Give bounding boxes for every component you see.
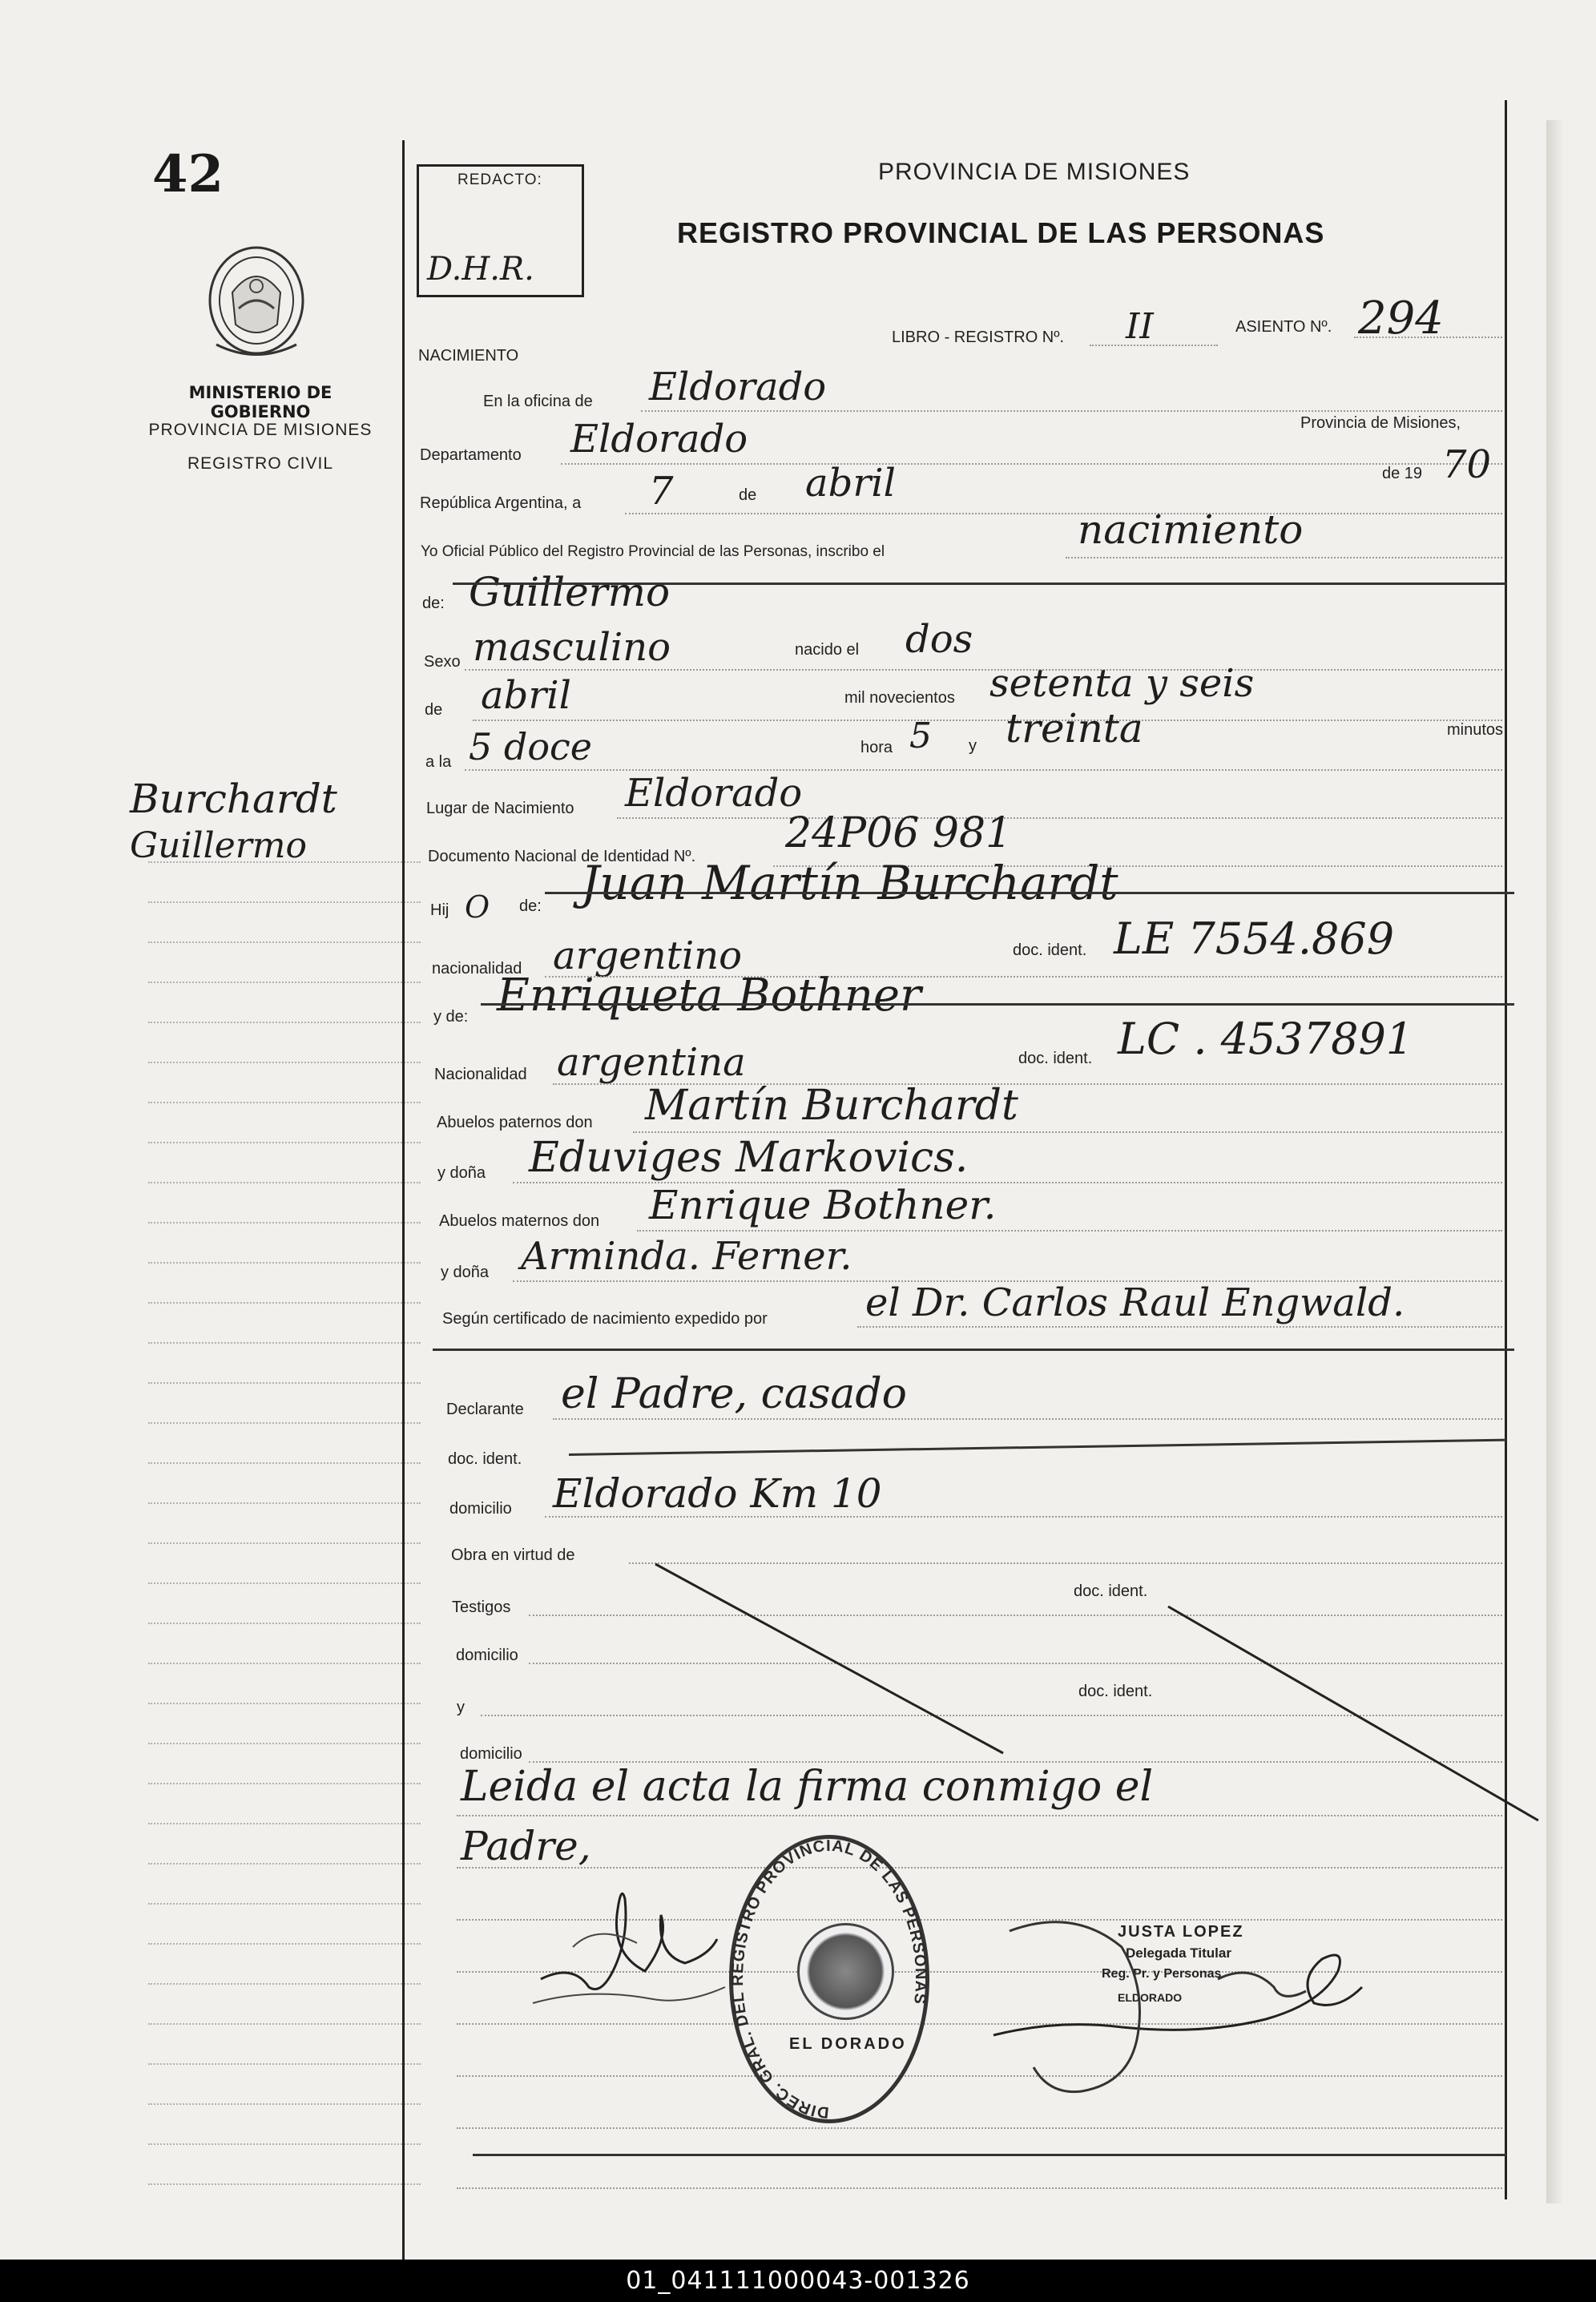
nac1-label: nacionalidad [432, 960, 522, 978]
y-label: y [969, 737, 977, 755]
mil-value: setenta y seis [989, 661, 1255, 706]
registrar-place: ELDORADO [1118, 1991, 1183, 2004]
margin-note-surname: Burchardt [130, 776, 337, 822]
lugar-label: Lugar de Nacimiento [426, 800, 574, 817]
closing-line-1: Leida el acta la firma conmigo el [461, 1763, 1154, 1811]
de-nombre-label: de: [422, 595, 445, 612]
ministry-province: PROVINCIA DE MISIONES [148, 421, 373, 439]
de2-label: de [425, 701, 443, 719]
ministry-name: MINISTERIO DE GOBIERNO [188, 383, 332, 421]
abpat-label: Abuelos paternos don [437, 1114, 593, 1131]
abmat-label: Abuelos maternos don [439, 1212, 600, 1230]
provincia-label: Provincia de Misiones, [1300, 414, 1461, 432]
declarante-value: el Padre, casado [561, 1370, 907, 1418]
nacido-value: dos [905, 617, 973, 662]
declarante-doc-label: doc. ident. [448, 1450, 522, 1468]
minutos-label: minutos [1447, 721, 1504, 739]
doc2-label: doc. ident. [1018, 1050, 1093, 1067]
testigo2-domicilio-label: domicilio [460, 1745, 522, 1763]
sexo-value: masculino [473, 625, 671, 670]
testigo1-domicilio-label: domicilio [456, 1647, 518, 1664]
nacido-label: nacido el [795, 641, 860, 659]
doc1-value: LE 7554.869 [1114, 913, 1395, 964]
registrar-role: Delegada Titular [1126, 1945, 1231, 1961]
ruled-line [457, 2127, 1502, 2129]
doc1-label: doc. ident. [1013, 941, 1087, 959]
registrar-name: JUSTA LOPEZ [1118, 1923, 1244, 1941]
redacto-label: REDACTO: [457, 171, 542, 188]
page-number: 42 [152, 144, 224, 204]
declarante-domicilio-label: domicilio [449, 1500, 512, 1518]
fecha-anio: 70 [1442, 442, 1492, 487]
segun-label: Según certificado de nacimiento expedido por [442, 1310, 768, 1328]
departamento-label: Departamento [420, 446, 522, 464]
mil-label: mil novecientos [844, 689, 955, 707]
padre-value: Juan Martín Burchardt [581, 856, 1118, 910]
testigos-label: Testigos [452, 1598, 511, 1616]
ydona1-label: y doña [437, 1164, 486, 1182]
oficina-label: En la oficina de [483, 393, 593, 410]
de19-label: de 19 [1382, 465, 1423, 482]
hijo-label: Hij [430, 901, 449, 919]
stamp-emblem [797, 1923, 894, 2020]
fecha-dia: 7 [649, 469, 674, 514]
nombre-value: Guillermo [469, 569, 671, 615]
lugar-value: Eldorado [625, 771, 803, 816]
hora-label: hora [860, 739, 893, 756]
yde-label: y de: [433, 1008, 469, 1026]
testigo2-y-label: y [457, 1699, 465, 1716]
fecha-mes: abril [805, 461, 896, 506]
hijo-suffix: O [465, 889, 490, 925]
hora-value: 5 [909, 716, 932, 756]
image-code-footer: 01_041111000043-001326 [0, 2260, 1596, 2302]
declarant-signature [525, 1867, 741, 2019]
alas-label: a la [425, 753, 452, 771]
ministry-registry: REGISTRO CIVIL [187, 454, 334, 473]
section-label: NACIMIENTO [418, 347, 519, 365]
registrar-signature [961, 1899, 1410, 2107]
nac1-value: argentino [553, 933, 743, 978]
madre-value: Enriqueta Bothner [497, 970, 921, 1022]
de-label: de [739, 486, 757, 504]
asiento-value: 294 [1358, 292, 1444, 345]
hijo-de-label: de: [519, 897, 542, 915]
abmat-value: Enrique Bothner. [649, 1182, 997, 1228]
registrar-office: Reg. Pr. y Personas [1102, 1967, 1222, 1981]
header-province: PROVINCIA DE MISIONES [878, 159, 1191, 185]
ruled-line [457, 1815, 1502, 1816]
nac2-value: argentina [557, 1040, 746, 1085]
minutos-value: treinta [1006, 705, 1143, 752]
sexo-label: Sexo [424, 653, 461, 671]
testigo1-doc-label: doc. ident. [1074, 1582, 1148, 1600]
dni-label: Documento Nacional de Identidad Nº. [428, 848, 696, 865]
stamp-place: EL DORADO [789, 2035, 907, 2053]
ruled-line [457, 2187, 1502, 2189]
bottom-separator [473, 2154, 1506, 2156]
alas-value: 5 doce [469, 725, 593, 768]
oficina-value: Eldorado [649, 365, 827, 409]
domicilio-value: Eldorado Km 10 [553, 1470, 882, 1517]
mes2-value: abril [481, 673, 571, 718]
libro-label: LIBRO - REGISTRO Nº. [892, 329, 1065, 346]
oficial-value: nacimiento [1078, 506, 1304, 553]
ydona2-value: Arminda. Ferner. [521, 1234, 852, 1279]
republica-label: República Argentina, a [420, 494, 582, 512]
dni-value: 24P06 981 [785, 809, 1013, 857]
oficial-label: Yo Oficial Público del Registro Provincial de las Personas, inscribo el [421, 543, 885, 560]
closing-line-2: Padre, [461, 1823, 591, 1869]
obra-label: Obra en virtud de [451, 1546, 575, 1564]
header-title: REGISTRO PROVINCIAL DE LAS PERSONAS [677, 216, 1325, 249]
departamento-value: Eldorado [570, 417, 748, 462]
doc2-value: LC . 4537891 [1118, 1014, 1414, 1064]
declarante-label: Declarante [446, 1401, 524, 1418]
segun-value: el Dr. Carlos Raul Engwald. [865, 1280, 1405, 1325]
redacto-value: D.H.R. [427, 251, 534, 288]
testigo2-doc-label: doc. ident. [1078, 1683, 1153, 1700]
asiento-label: ASIENTO Nº. [1235, 318, 1332, 336]
stamp-ring-text: DIREC. GRAL. DEL REGISTRO PROVINCIAL DE LAS PERSONAS [729, 1836, 929, 2122]
ydona1-value: Eduviges Markovics. [529, 1134, 969, 1182]
nac2-label: Nacionalidad [434, 1066, 527, 1083]
abpat-value: Martín Burchardt [645, 1082, 1018, 1130]
margin-note-name: Guillermo [130, 825, 307, 866]
libro-value: II [1126, 306, 1154, 347]
ydona2-label: y doña [441, 1264, 490, 1281]
